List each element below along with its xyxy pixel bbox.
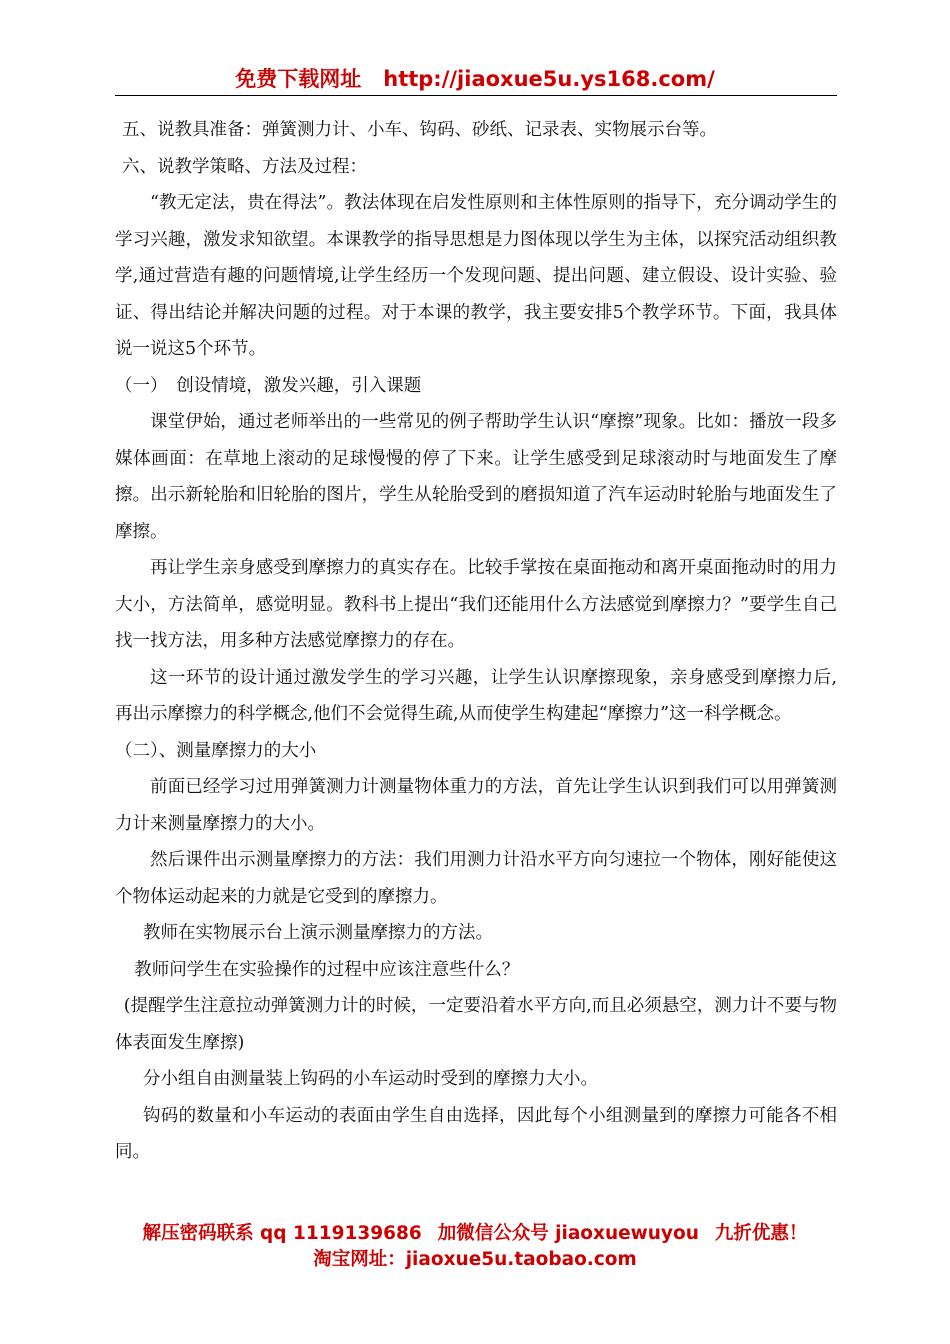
- footer-wechat: 加微信公众号 jiaoxuewuyou: [437, 1223, 699, 1244]
- paragraph: （二）、测量摩擦力的大小: [115, 740, 317, 761]
- paragraph: 然后课件出示测量摩擦力的方法：我们用测力计沿水平方向匀速拉一个物体，刚好能使这个物体运动起来的力就是它受到的摩擦力。: [115, 850, 837, 907]
- paragraph: (提醒学生注意拉动弹簧测力计的时候，一定要沿着水平方向,而且必须悬空，测力计不要与物体表面发生摩擦): [115, 996, 837, 1053]
- paragraph: 这一环节的设计通过激发学生的学习兴趣，让学生认识摩擦现象，亲身感受到摩擦力后,再出示摩擦力的科学概念,他们不会觉得生疏,从而使学生构建起“摩擦力”这一科学概念。: [115, 667, 837, 724]
- footer-contact: 解压密码联系 qq 1119139686: [142, 1223, 422, 1244]
- footer-contact-line: [0, 1219, 950, 1245]
- paragraph: 再让学生亲身感受到摩擦力的真实存在。比较手掌按在桌面拖动和离开桌面拖动时的用力大小，方法简单，感觉明显。教科书上提出“我们还能用什么方法感觉到摩擦力？”要学生自己找一找方法，用多种方法感觉摩擦力的存在。: [115, 558, 837, 651]
- paragraph: “教无定法，贵在得法”。教法体现在启发性原则和主体性原则的指导下，充分调动学生的学习兴趣，激发求知欲望。本课教学的指导思想是力图体现以学生为主体，以探究活动组织教学,通过营造有趣的问题情境,让学生经历一个发现问题、提出问题、建立假设、设计实验、验证、得出结论并解决问题的过程。对于本课的教学，我主要安排5个教学环节。下面，我具体说一说这5个环节。: [115, 193, 837, 359]
- paragraph: 教师在实物展示台上演示测量摩擦力的方法。: [143, 923, 493, 943]
- document-body: [115, 112, 837, 1171]
- header-label: 免费下载网址: [235, 67, 362, 91]
- paragraph: 分小组自由测量装上钩码的小车运动时受到的摩擦力大小。: [143, 1069, 598, 1089]
- paragraph: 前面已经学习过用弹簧测力计测量物体重力的方法，首先让学生认识到我们可以用弹簧测力计来测量摩擦力的大小。: [115, 777, 837, 834]
- header-bar: [0, 64, 950, 94]
- paragraph: 五、说教具准备：弹簧测力计、小车、钩码、砂纸、记录表、实物展示台等。: [122, 120, 717, 140]
- paragraph: 课堂伊始，通过老师举出的一些常见的例子帮助学生认识“摩擦”现象。比如：播放一段多媒体画面：在草地上滚动的足球慢慢的停了下来。让学生感受到足球滚动时与地面发生了摩擦。出示新轮胎和旧轮胎的图片，学生从轮胎受到的磨损知道了汽车运动时轮胎与地面发生了摩擦。: [115, 412, 837, 542]
- paragraph: 教师问学生在实验操作的过程中应该注意些什么？: [134, 959, 520, 980]
- paragraph: 六、说教学策略、方法及过程：: [122, 156, 367, 177]
- footer-taobao-link[interactable]: 淘宝网址：jiaoxue5u.taobao.com: [313, 1249, 637, 1270]
- paragraph: （一） 创设情境，激发兴趣，引入课题: [115, 375, 422, 396]
- paragraph: 钩码的数量和小车运动的表面由学生自由选择，因此每个小组测量到的摩擦力可能各不相同。: [115, 1105, 837, 1162]
- header-url-link[interactable]: http://jiaoxue5u.ys168.com/: [383, 67, 715, 91]
- footer-taobao-line: [0, 1245, 950, 1271]
- header-divider: [115, 95, 837, 96]
- footer-discount: 九折优惠！: [714, 1223, 808, 1244]
